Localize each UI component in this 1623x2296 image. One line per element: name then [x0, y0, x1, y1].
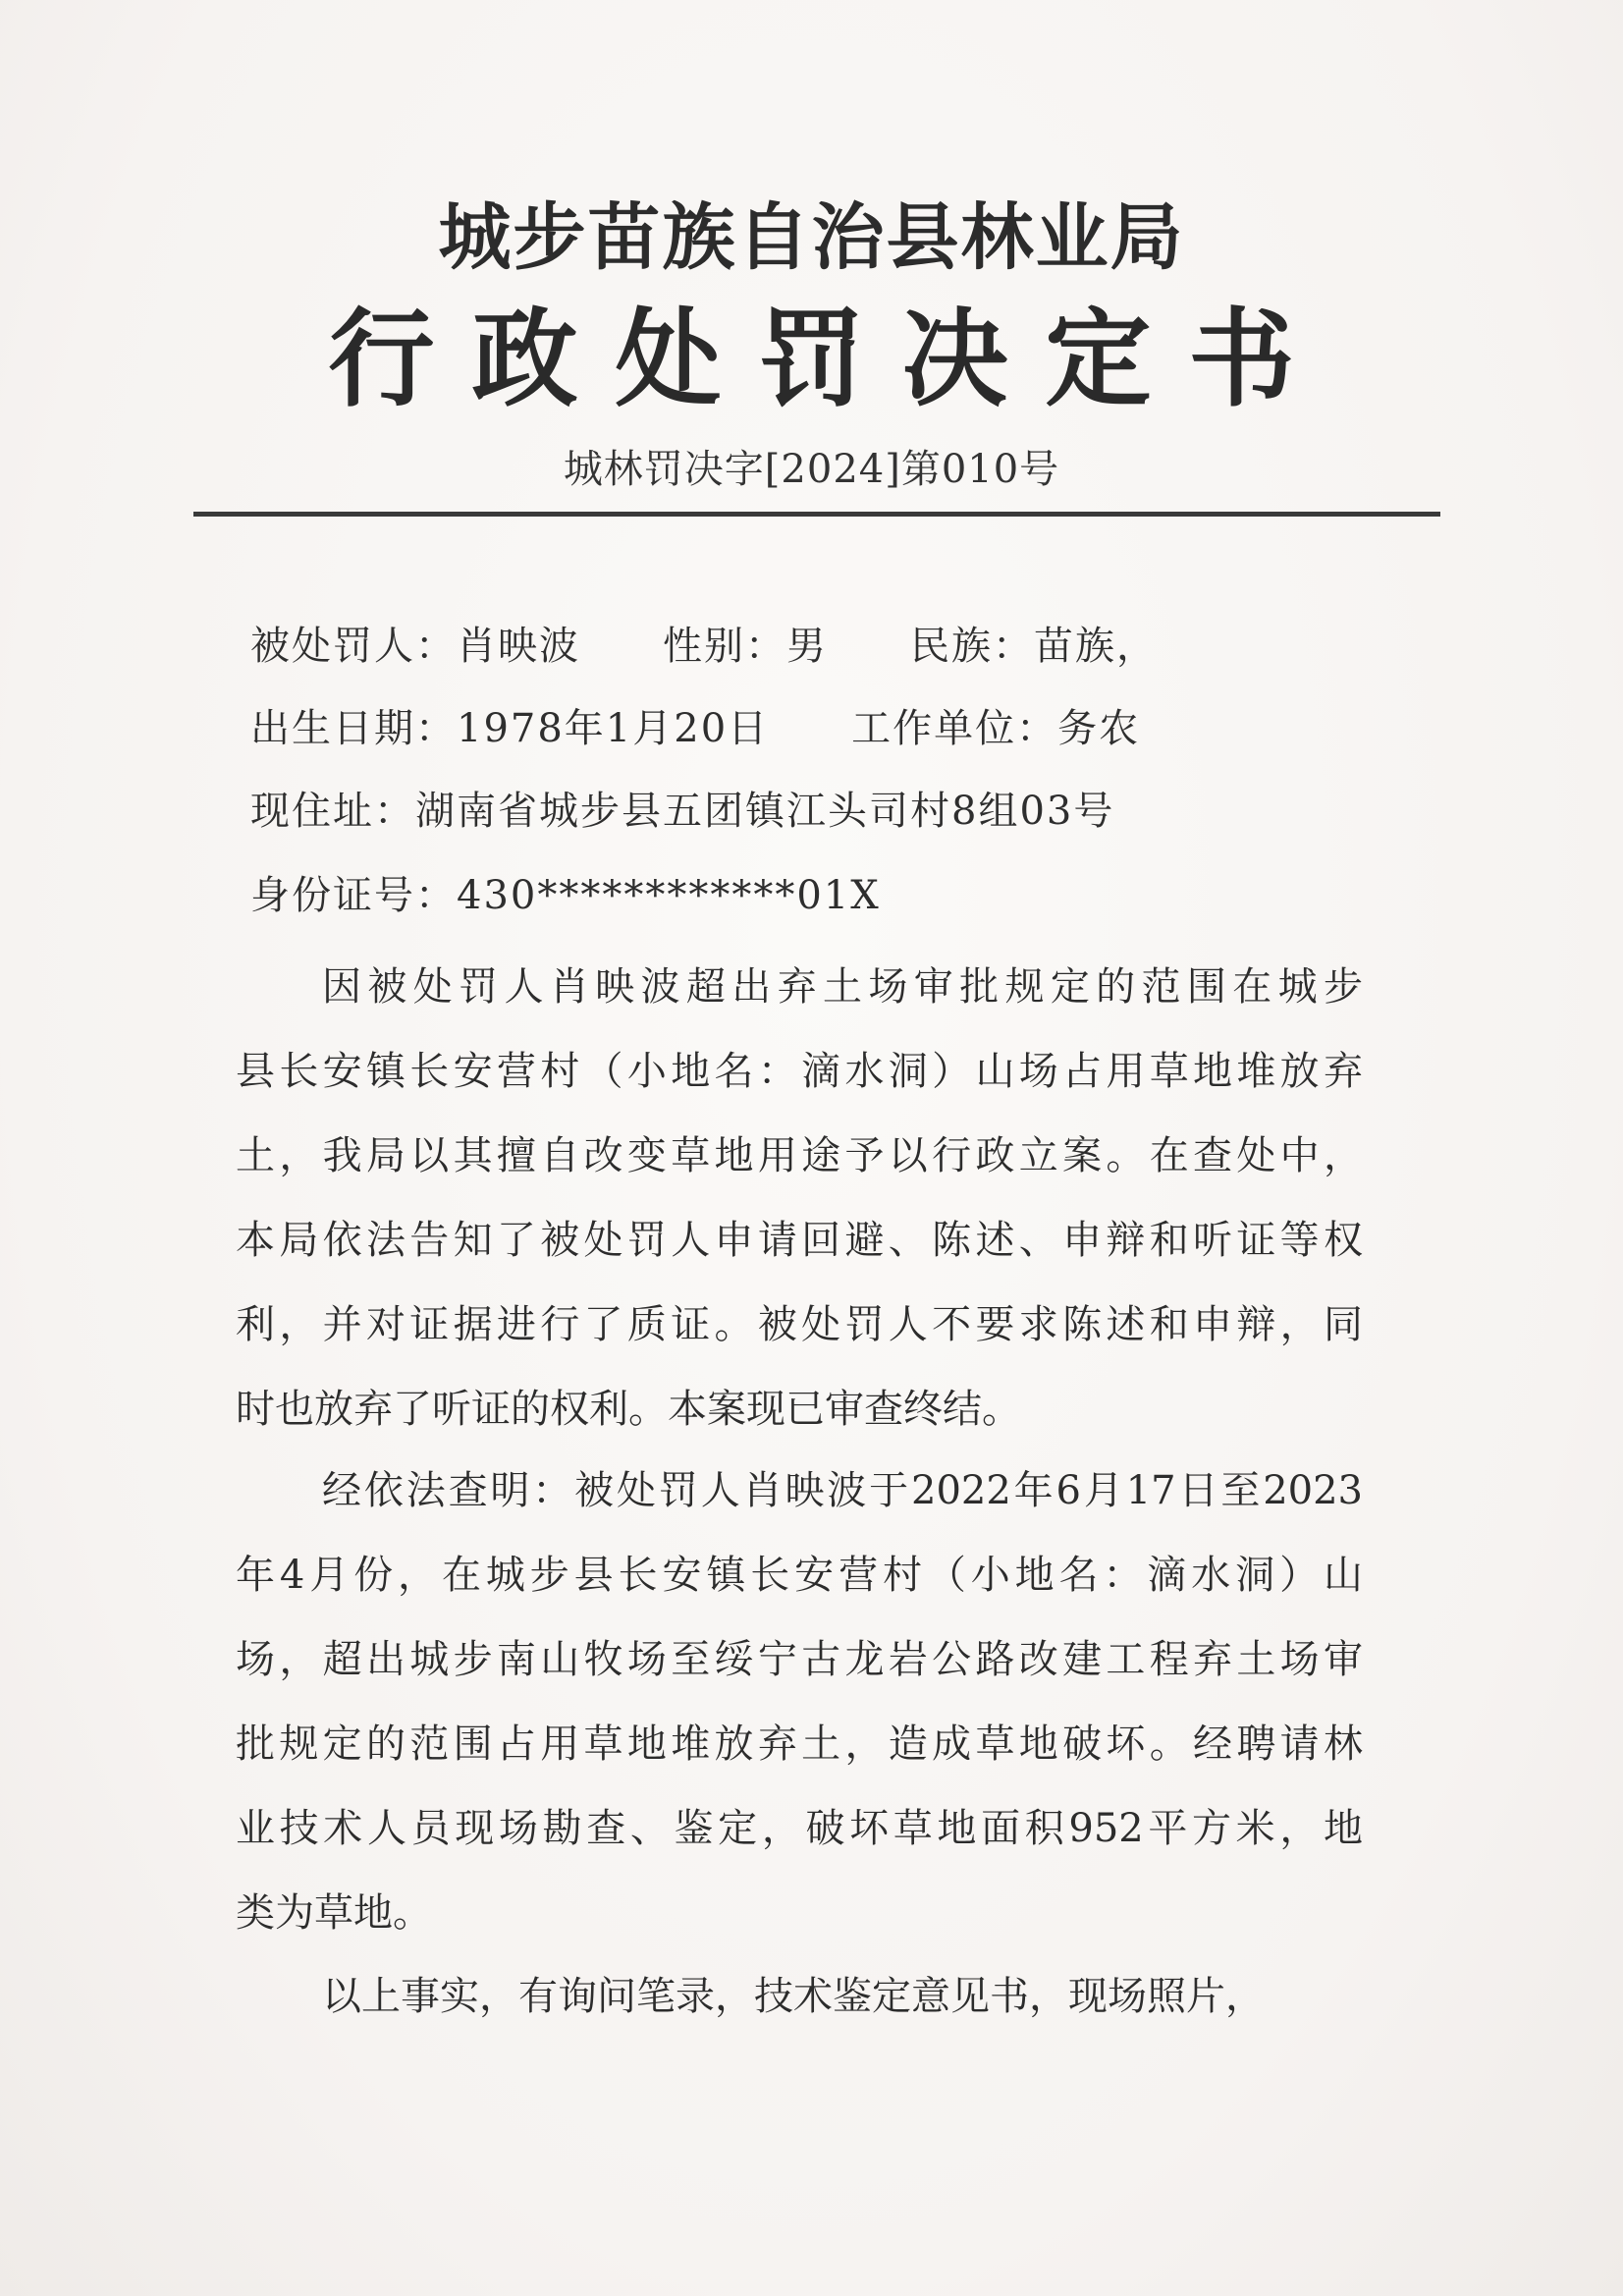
- paragraph-evidence: [236, 1954, 1363, 2039]
- paragraph-line: 本局依法告知了被处罚人申请回避、陈述、申辩和听证等权: [236, 1218, 1363, 1263]
- paragraph-line: 场，超出城步南山牧场至绥宁古龙岩公路改建工程弃土场审: [236, 1637, 1363, 1682]
- paragraph-line: 年4月份，在城步县长安镇长安营村（小地名：滴水洞）山: [236, 1553, 1363, 1598]
- paragraph-line: 县长安镇长安营村（小地名：滴水洞）山场占用草地堆放弃: [236, 1049, 1363, 1094]
- paragraph-line: 因被处罚人肖映波超出弃土场审批规定的范围在城步: [322, 964, 1363, 1010]
- paragraph-line: 以上事实，有询问笔录，技术鉴定意见书，现场照片，: [322, 1974, 1265, 2019]
- header-divider: [193, 512, 1440, 517]
- paragraph-line: 业技术人员现场勘查、鉴定，破坏草地面积952平方米，地: [236, 1806, 1363, 1851]
- paragraph-line: 时也放弃了听证的权利。本案现已审查终结。: [236, 1387, 1021, 1432]
- party-address: 现住址：湖南省城步县五团镇江头司村8组03号: [250, 789, 1115, 834]
- party-birthdate-employer: 出生日期：1978年1月20日 工作单位：务农: [250, 706, 1141, 751]
- paragraph-line: 土，我局以其擅自改变草地用途予以行政立案。在查处中，: [236, 1133, 1363, 1178]
- document-number: 城林罚决字[2024]第010号: [563, 447, 1060, 492]
- document-title: 行政处罚决定书: [328, 298, 1332, 421]
- paragraph-line: 利，并对证据进行了质证。被处罚人不要求陈述和申辩，同: [236, 1302, 1363, 1347]
- paragraph-case-background: [236, 945, 1363, 1451]
- party-id-number: 身份证号：430************01X: [250, 873, 881, 918]
- paragraph-line: 批规定的范围占用草地堆放弃土，造成草地破坏。经聘请林: [236, 1722, 1363, 1767]
- paragraph-findings: [236, 1449, 1363, 1955]
- organization-name: 城步苗族自治县林业局: [438, 195, 1185, 280]
- party-name-gender-ethnicity: 被处罚人：肖映波 性别：男 民族：苗族，: [250, 624, 1158, 669]
- paragraph-line: 经依法查明：被处罚人肖映波于2022年6月17日至2023: [322, 1468, 1363, 1513]
- paragraph-line: 类为草地。: [236, 1890, 432, 1936]
